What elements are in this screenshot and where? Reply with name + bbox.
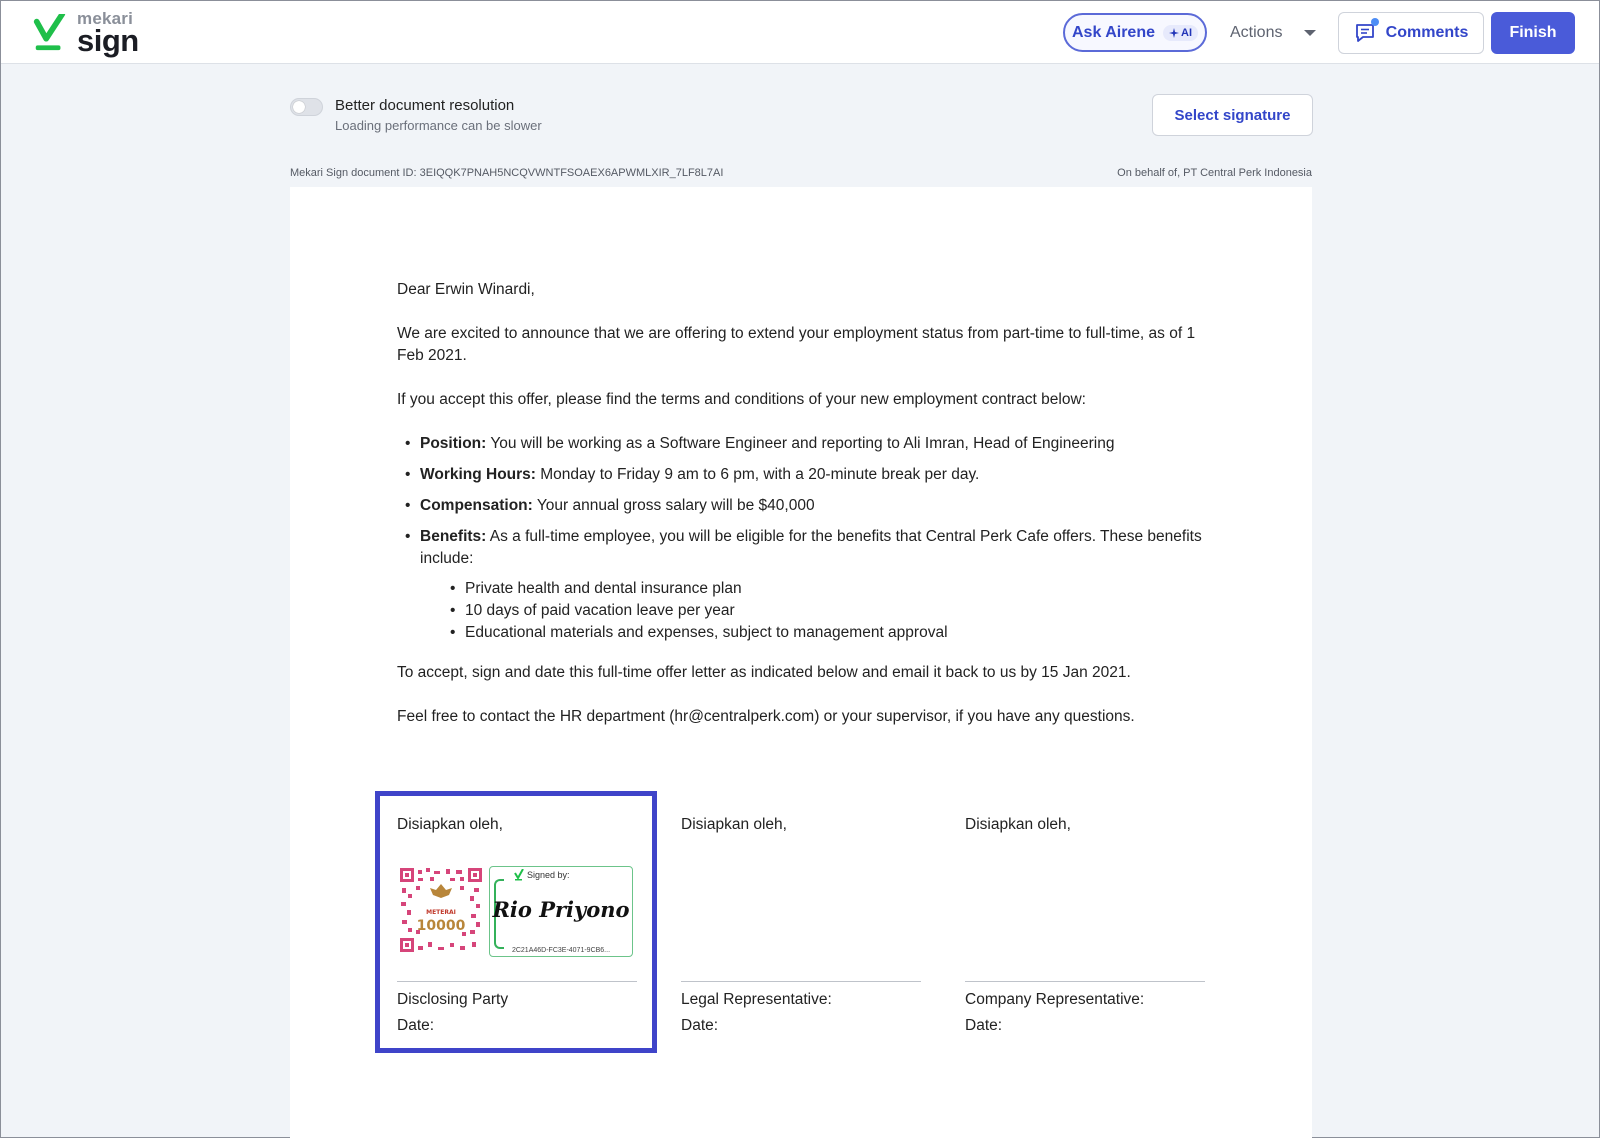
digital-signature-seal — [489, 866, 633, 957]
select-signature-button[interactable]: Select signature — [1152, 94, 1313, 136]
signature-date: Date: — [397, 1017, 435, 1034]
signer-name: Rio Priyono — [492, 897, 630, 922]
term-text: Your annual gross salary will be $40,000 — [532, 497, 815, 514]
letter-body — [397, 279, 1207, 750]
signature-label: Disiapkan oleh, — [681, 816, 787, 833]
signature-role: Company Representative: — [965, 991, 1145, 1008]
term-item — [397, 433, 1207, 455]
resolution-title: Better document resolution — [335, 97, 515, 114]
term-item — [397, 464, 1207, 486]
term-title: Benefits: — [420, 528, 487, 545]
comments-button[interactable] — [1338, 12, 1484, 54]
on-behalf-text: On behalf of, PT Central Perk Indonesia — [1117, 167, 1312, 179]
letter-greeting: Dear Erwin Winardi, — [397, 281, 535, 298]
terms-list — [397, 433, 1207, 644]
top-header — [1, 1, 1599, 64]
logo-text-top: mekari — [77, 9, 134, 28]
ask-airene-button[interactable] — [1063, 13, 1207, 52]
comments-label: Comments — [1385, 24, 1469, 41]
term-title: Working Hours: — [420, 466, 536, 483]
toggle-knob — [293, 101, 305, 113]
signed-by-label: Signed by: — [527, 870, 570, 880]
term-item — [397, 526, 1207, 644]
signature-role: Legal Representative: — [681, 991, 832, 1008]
term-text: Monday to Friday 9 am to 6 pm, with a 20-minute break per day. — [535, 466, 980, 483]
signature-role: Disclosing Party — [397, 991, 509, 1008]
ai-badge-label: AI — [1181, 26, 1192, 39]
signature-label: Disiapkan oleh, — [397, 816, 503, 833]
benefit-item: • Private health and dental insurance plan — [420, 578, 1207, 600]
benefit-item: • 10 days of paid vacation leave per year — [420, 600, 1207, 622]
signature-line — [681, 981, 921, 982]
signature-line — [397, 981, 637, 982]
term-text: You will be working as a Software Engineer and reporting to Ali Imran, Head of Engineering — [486, 435, 1115, 452]
document-id: Mekari Sign document ID: 3EIQQK7PNAH5NCQVWNTFSOAEX6APWMLXIR_7LF8L7AI — [290, 167, 724, 179]
actions-label: Actions — [1230, 23, 1283, 41]
notification-dot — [1371, 18, 1379, 26]
ask-airene-label: Ask Airene — [1072, 23, 1155, 41]
term-title: Position: — [420, 435, 487, 452]
letter-paragraph-2: If you accept this offer, please find the terms and conditions of your new employment contract below: — [397, 391, 1086, 408]
checkmark-logo-icon — [33, 14, 67, 52]
benefits-list — [420, 578, 1207, 644]
signature-date: Date: — [965, 1017, 1003, 1034]
term-text: As a full-time employee, you will be eligible for the benefits that Central Perk Cafe offers. These benefits include: — [420, 528, 1202, 567]
check-icon — [514, 869, 524, 881]
term-item — [397, 495, 1207, 517]
mekari-sign-logo[interactable] — [33, 9, 139, 57]
letter-paragraph-3: To accept, sign and date this full-time offer letter as indicated below and email it back to us by 15 Jan 2021. — [397, 664, 1131, 681]
signature-label: Disiapkan oleh, — [965, 816, 1071, 833]
comment-icon — [1354, 22, 1376, 44]
actions-dropdown[interactable] — [1230, 13, 1316, 52]
term-title: Compensation: — [420, 497, 533, 514]
benefit-item: • Educational materials and expenses, subject to management approval — [420, 622, 1207, 644]
meterai-label: METERAI — [426, 909, 456, 916]
better-resolution-toggle[interactable] — [290, 98, 323, 116]
signature-hash: 2C21A46D-FC3E-4071-9CB6... — [511, 947, 611, 954]
letter-paragraph-4: Feel free to contact the HR department (hr@centralperk.com) or your supervisor, if you have any questions. — [397, 708, 1135, 725]
finish-button[interactable]: Finish — [1491, 12, 1575, 54]
letter-paragraph-1: We are excited to announce that we are offering to extend your employment status from part-time to full-time, as of 1 Feb 2021. — [397, 325, 1196, 364]
chevron-down-icon — [1304, 30, 1316, 36]
meterai-value: 10000 — [416, 918, 466, 934]
logo-text-bottom: sign — [77, 23, 139, 58]
ai-badge — [1163, 25, 1198, 41]
sparkle-icon — [1169, 28, 1179, 38]
resolution-subtitle: Loading performance can be slower — [335, 118, 542, 133]
signature-date: Date: — [681, 1017, 719, 1034]
meterai-qr-stamp — [400, 868, 482, 952]
signature-line — [965, 981, 1205, 982]
